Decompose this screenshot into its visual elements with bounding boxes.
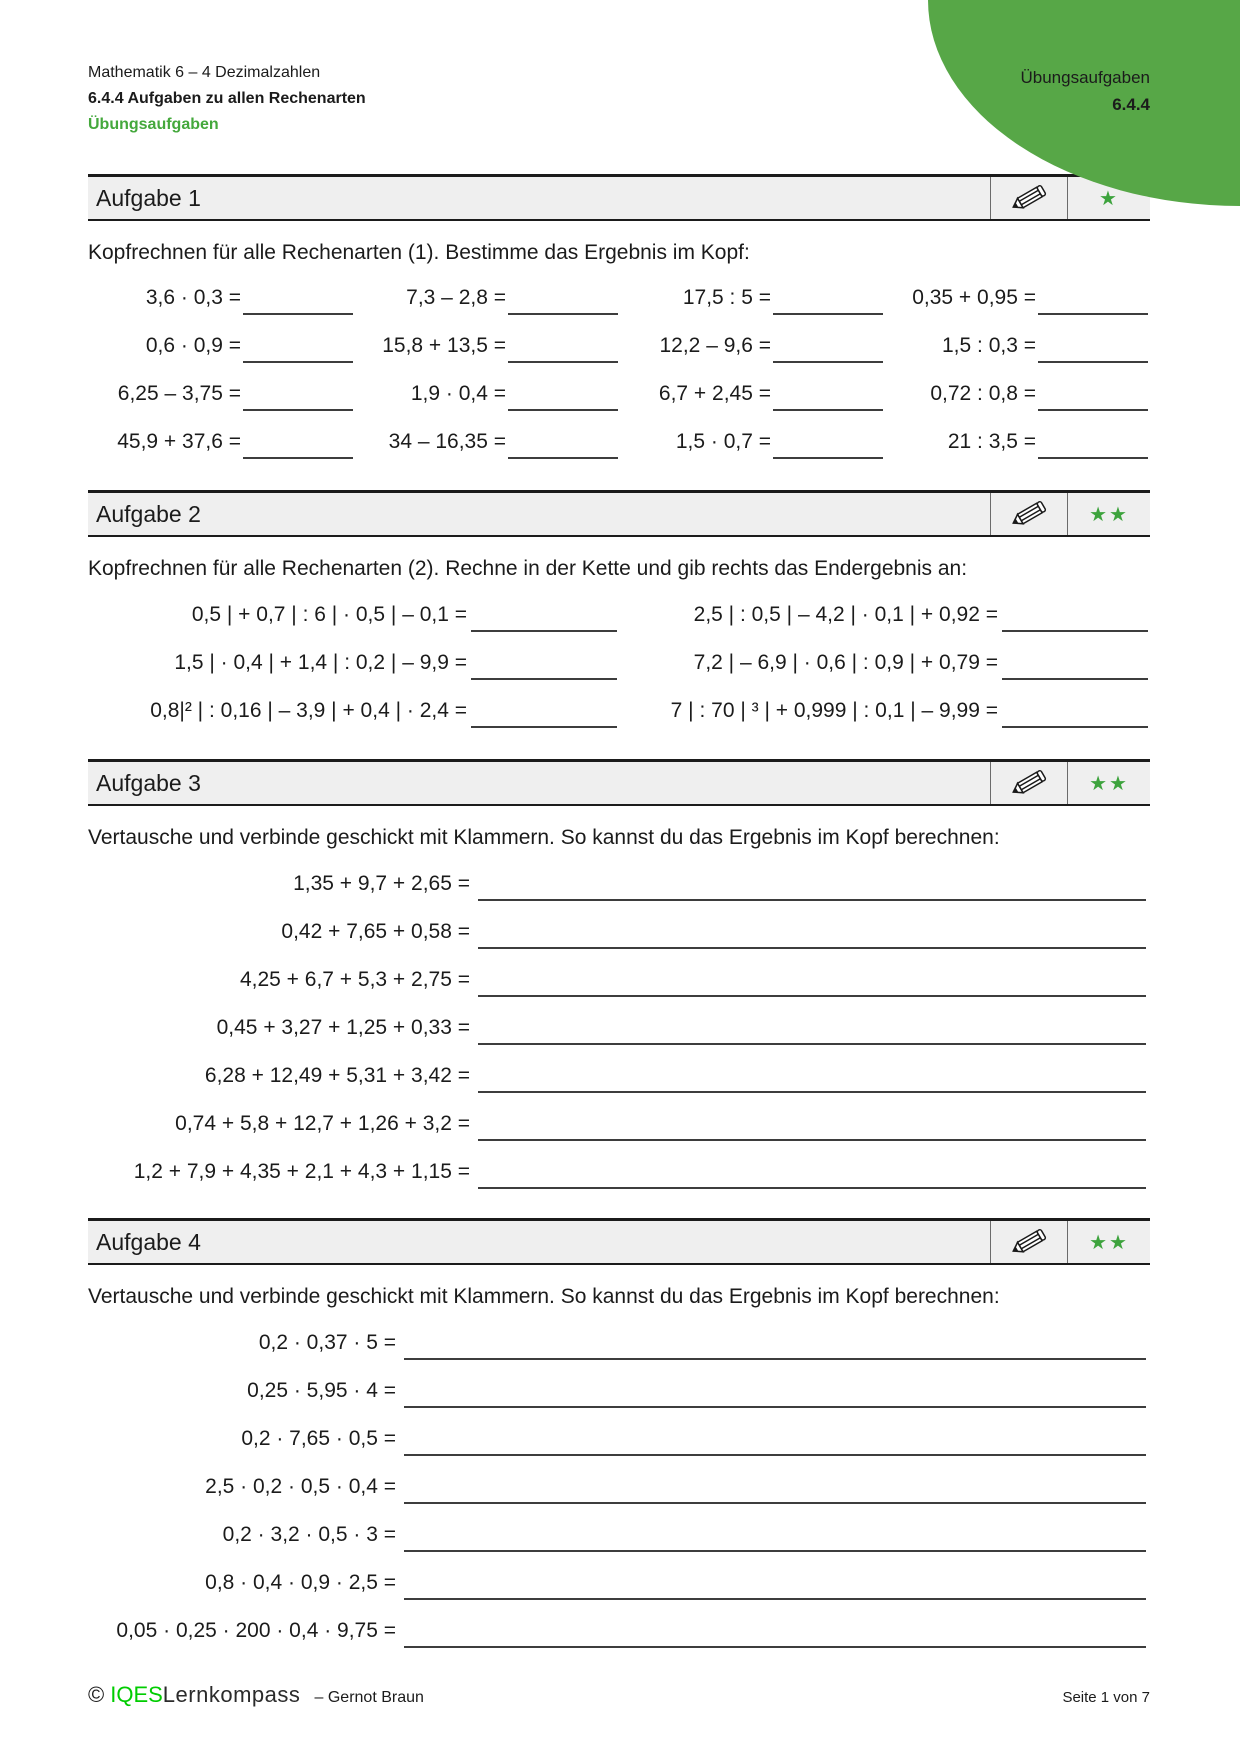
course-title: Mathematik 6 – 4 Dezimalzahlen (88, 64, 321, 81)
problem-cell (618, 334, 883, 382)
answer-blank (773, 313, 883, 315)
equation: 0,35 + 0,95 = (912, 286, 1036, 309)
answer-blank (1038, 409, 1148, 411)
task3-header-bar (88, 759, 1150, 806)
author-name: – Gernot Braun (314, 1689, 424, 1706)
answer-blank (404, 1502, 1146, 1504)
problem-row (88, 1064, 1150, 1112)
problem-row (88, 968, 1150, 1016)
equation: 0,74 + 5,8 + 12,7 + 1,26 + 3,2 = (175, 1112, 470, 1135)
problem-cell (619, 651, 1150, 699)
problem-cell (619, 699, 1150, 747)
task2-header-bar (88, 490, 1150, 537)
equation: 0,25 · 5,95 · 4 = (247, 1379, 396, 1402)
page-footer (88, 1682, 1150, 1708)
answer-blank (243, 457, 353, 459)
equation: 0,42 + 7,65 + 0,58 = (281, 920, 470, 943)
pencil-icon (1007, 498, 1051, 530)
pencil-icon (1007, 182, 1051, 214)
chain-equation: 0,8|² | : 0,16 | – 3,9 | + 0,4 | · 2,4 = (150, 699, 467, 722)
brand-iqes: IQES (110, 1682, 163, 1707)
equation: 2,5 · 0,2 · 0,5 · 0,4 = (205, 1475, 396, 1498)
problem-cell (88, 382, 353, 430)
pencil-icon (1007, 767, 1051, 799)
task1-problem-grid (88, 286, 1150, 478)
problem-row (88, 1427, 1150, 1475)
equation: 7,3 – 2,8 = (406, 286, 506, 309)
answer-blank (773, 457, 883, 459)
problem-cell (88, 651, 619, 699)
answer-blank (478, 995, 1146, 997)
chain-equation: 2,5 | : 0,5 | – 4,2 | · 0,1 | + 0,92 = (693, 603, 998, 626)
answer-blank (1002, 726, 1148, 728)
answer-blank (243, 361, 353, 363)
problem-row (88, 1571, 1150, 1619)
answer-blank (1038, 313, 1148, 315)
equation: 0,45 + 3,27 + 1,25 + 0,33 = (216, 1016, 470, 1039)
answer-blank (243, 409, 353, 411)
answer-blank (508, 361, 618, 363)
equation: 0,6 · 0,9 = (145, 334, 241, 357)
answer-blank (471, 726, 617, 728)
answer-blank (404, 1358, 1146, 1360)
task4-title: Aufgabe 4 (96, 1228, 201, 1255)
answer-blank (1002, 630, 1148, 632)
chain-equation: 7 | : 70 | ³ | + 0,999 | : 0,1 | – 9,99 = (670, 699, 998, 722)
problem-cell (88, 430, 353, 478)
equation: 0,05 · 0,25 · 200 · 0,4 · 9,75 = (116, 1619, 396, 1642)
problem-row (88, 1379, 1150, 1427)
problem-row (88, 1619, 1150, 1667)
problem-row (88, 1016, 1150, 1064)
task1-title: Aufgabe 1 (96, 184, 201, 211)
problem-cell (883, 382, 1148, 430)
badge-label: Übungsaufgaben (1020, 68, 1150, 87)
copyright-icon: © (88, 1682, 105, 1707)
pencil-cell (990, 177, 1067, 219)
pencil-icon (1007, 1226, 1051, 1258)
problem-cell (88, 603, 619, 651)
problem-cell (619, 603, 1150, 651)
pencil-cell (990, 1221, 1067, 1263)
problem-cell (883, 286, 1148, 334)
chapter-title: 6.4.4 Aufgaben zu allen Rechenarten (88, 90, 366, 107)
task4-intro: Vertausche und verbinde geschickt mit Klammern. So kannst du das Ergebnis im Kopf berechnen: (88, 1285, 1000, 1308)
difficulty-stars: ★★ (1067, 493, 1150, 535)
answer-blank (773, 361, 883, 363)
problem-cell (883, 334, 1148, 382)
equation: 15,8 + 13,5 = (382, 334, 506, 357)
answer-blank (404, 1406, 1146, 1408)
problem-row (88, 1112, 1150, 1160)
answer-blank (1038, 457, 1148, 459)
brand-lernkompass: Lernkompass (162, 1682, 301, 1707)
pencil-cell (990, 762, 1067, 804)
equation: 6,28 + 12,49 + 5,31 + 3,42 = (204, 1064, 470, 1087)
answer-blank (773, 409, 883, 411)
equation: 0,2 · 0,37 · 5 = (258, 1331, 396, 1354)
worksheet-type: Übungsaufgaben (88, 116, 219, 133)
chain-equation: 1,5 | · 0,4 | + 1,4 | : 0,2 | – 9,9 = (174, 651, 467, 674)
problem-cell (353, 430, 618, 478)
equation: 45,9 + 37,6 = (117, 430, 241, 453)
answer-blank (478, 1139, 1146, 1141)
problem-cell (618, 286, 883, 334)
equation: 0,2 · 7,65 · 0,5 = (241, 1427, 396, 1450)
equation: 21 : 3,5 = (947, 430, 1036, 453)
problem-row (88, 1523, 1150, 1571)
answer-blank (471, 678, 617, 680)
answer-blank (478, 1091, 1146, 1093)
task3-title: Aufgabe 3 (96, 769, 201, 796)
answer-blank (471, 630, 617, 632)
publisher-logo (88, 1682, 424, 1708)
equation: 6,7 + 2,45 = (658, 382, 771, 405)
equation: 1,5 · 0,7 = (675, 430, 771, 453)
answer-blank (404, 1454, 1146, 1456)
difficulty-stars: ★ (1067, 177, 1150, 219)
answer-blank (404, 1646, 1146, 1648)
answer-blank (1038, 361, 1148, 363)
badge-code: 6.4.4 (1112, 95, 1150, 114)
equation: 4,25 + 6,7 + 5,3 + 2,75 = (239, 968, 470, 991)
problem-cell (353, 334, 618, 382)
problem-row (88, 1160, 1150, 1208)
equation: 0,72 : 0,8 = (930, 382, 1036, 405)
answer-blank (478, 899, 1146, 901)
equation: 12,2 – 9,6 = (659, 334, 771, 357)
task1-intro: Kopfrechnen für alle Rechenarten (1). Bestimme das Ergebnis im Kopf: (88, 241, 750, 264)
problem-cell (618, 382, 883, 430)
problem-cell (88, 334, 353, 382)
chain-equation: 0,5 | + 0,7 | : 6 | · 0,5 | – 0,1 = (191, 603, 467, 626)
problem-row (88, 920, 1150, 968)
equation: 0,8 · 0,4 · 0,9 · 2,5 = (205, 1571, 396, 1594)
task4-problem-rows (88, 1331, 1150, 1667)
task1-header-bar (88, 174, 1150, 221)
answer-blank (478, 1187, 1146, 1189)
equation: 17,5 : 5 = (682, 286, 771, 309)
equation: 34 – 16,35 = (388, 430, 506, 453)
equation: 3,6 · 0,3 = (145, 286, 241, 309)
task3-problem-rows (88, 872, 1150, 1208)
equation: 1,2 + 7,9 + 4,35 + 2,1 + 4,3 + 1,15 = (133, 1160, 470, 1183)
page-number: Seite 1 von 7 (1062, 1689, 1150, 1706)
problem-cell (353, 286, 618, 334)
problem-cell (618, 430, 883, 478)
answer-blank (478, 1043, 1146, 1045)
difficulty-stars: ★★ (1067, 1221, 1150, 1263)
equation: 0,2 · 3,2 · 0,5 · 3 = (222, 1523, 396, 1546)
problem-row (88, 1475, 1150, 1523)
problem-row (88, 1331, 1150, 1379)
task2-problem-grid (88, 603, 1150, 747)
equation: 1,35 + 9,7 + 2,65 = (293, 872, 470, 895)
task4-header-bar (88, 1218, 1150, 1265)
answer-blank (1002, 678, 1148, 680)
problem-cell (883, 430, 1148, 478)
answer-blank (404, 1550, 1146, 1552)
problem-cell (353, 382, 618, 430)
answer-blank (508, 313, 618, 315)
equation: 1,9 · 0,4 = (410, 382, 506, 405)
problem-row (88, 872, 1150, 920)
problem-cell (88, 699, 619, 747)
answer-blank (478, 947, 1146, 949)
equation: 1,5 : 0,3 = (942, 334, 1036, 357)
equation: 6,25 – 3,75 = (117, 382, 241, 405)
problem-cell (88, 286, 353, 334)
task3-intro: Vertausche und verbinde geschickt mit Klammern. So kannst du das Ergebnis im Kopf berechnen: (88, 826, 1000, 849)
task2-title: Aufgabe 2 (96, 500, 201, 527)
task2-intro: Kopfrechnen für alle Rechenarten (2). Rechne in der Kette und gib rechts das Endergebnis an: (88, 557, 968, 580)
pencil-cell (990, 493, 1067, 535)
answer-blank (243, 313, 353, 315)
difficulty-stars: ★★ (1067, 762, 1150, 804)
answer-blank (508, 409, 618, 411)
answer-blank (508, 457, 618, 459)
answer-blank (404, 1598, 1146, 1600)
chain-equation: 7,2 | – 6,9 | · 0,6 | : 0,9 | + 0,79 = (693, 651, 998, 674)
